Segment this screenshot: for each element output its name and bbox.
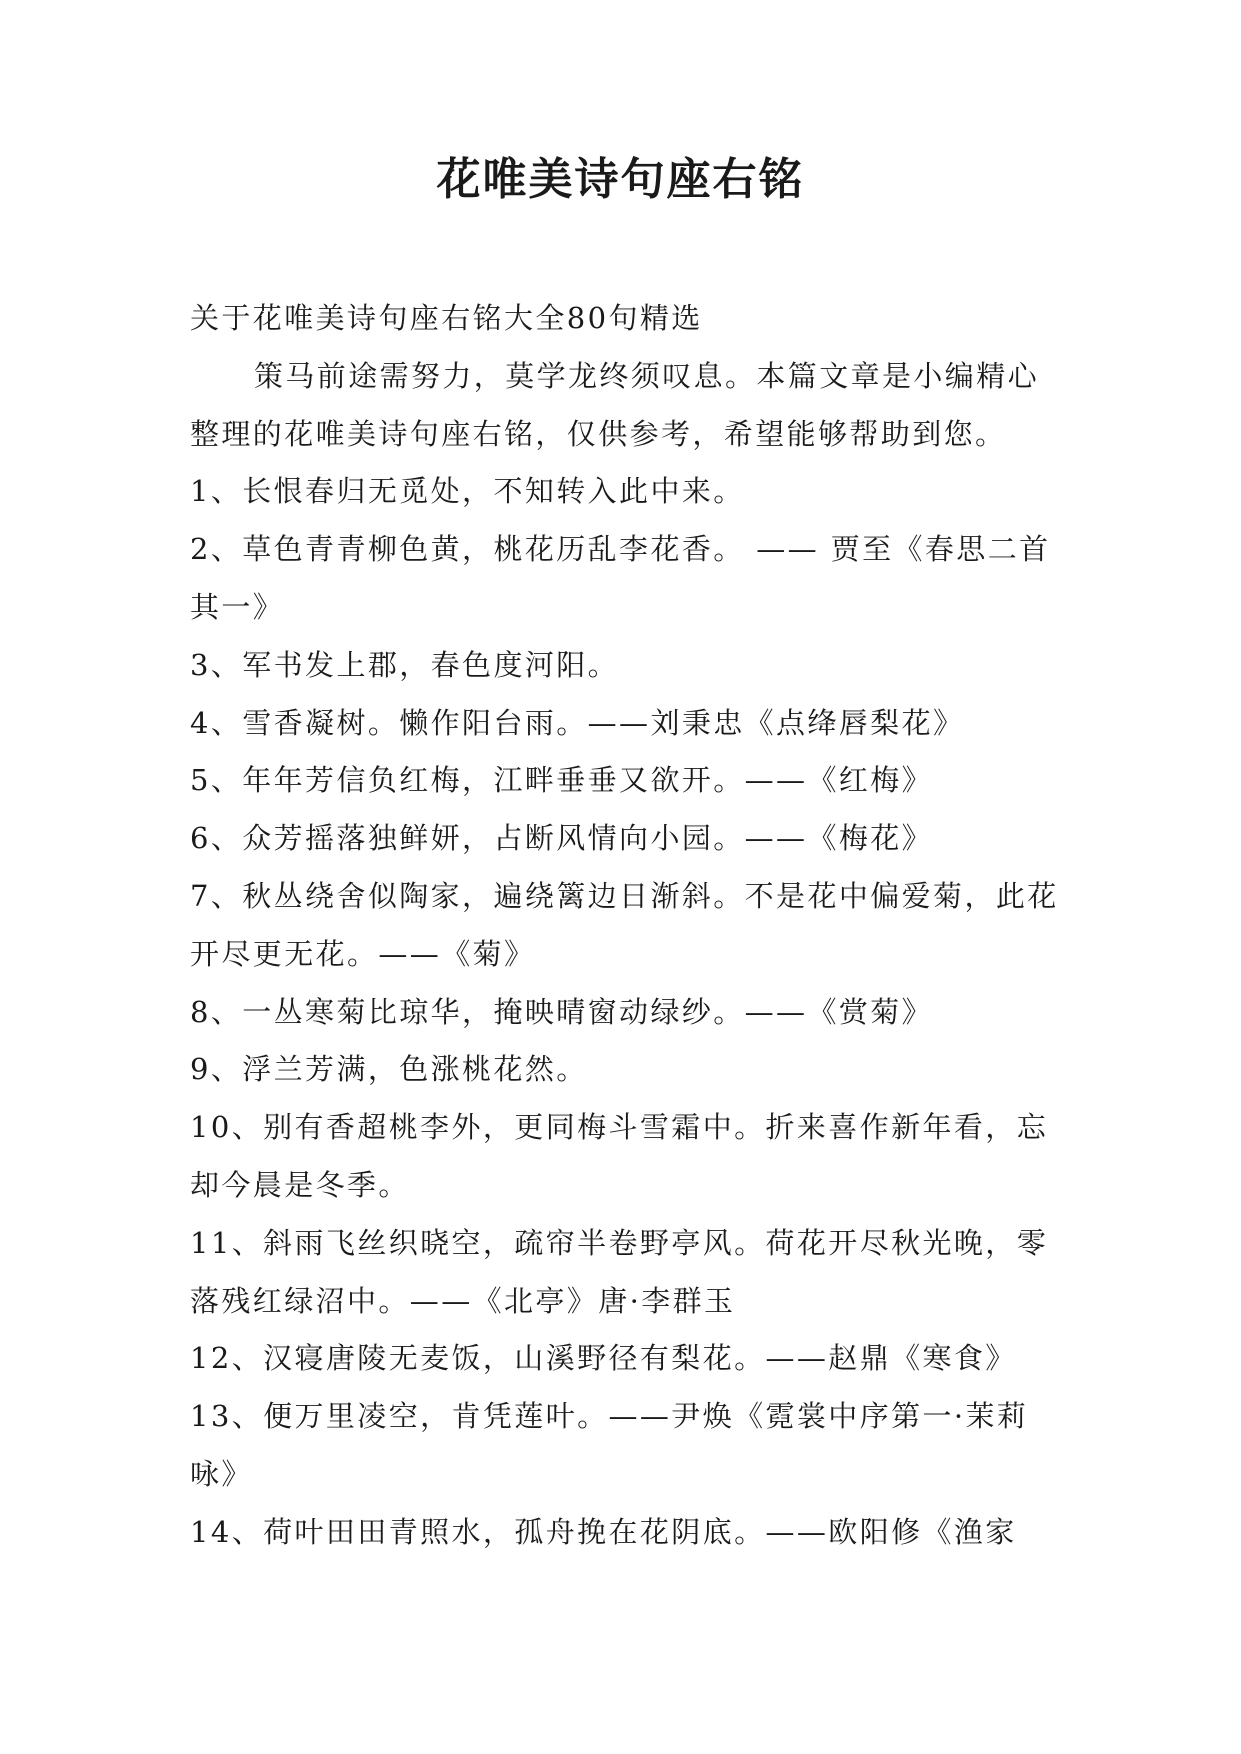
document-subtitle: 关于花唯美诗句座右铭大全80句精选 <box>190 301 703 335</box>
list-item: 9、浮兰芳满，色涨桃花然。 <box>190 1052 588 1087</box>
list-item: 10、别有香超桃李外，更同梅斗雪霜中。折来喜作新年看，忘却今晨是冬季。 <box>190 1110 1049 1202</box>
list-item: 5、年年芳信负红梅，江畔垂垂又欲开。——《红梅》 <box>190 763 934 798</box>
list-item: 11、斜雨飞丝织晓空，疏帘半卷野亭风。荷花开尽秋光晚，零落残红绿沼中。——《北亭》唐·李群玉 <box>190 1225 1049 1318</box>
list-item: 1、长恨春归无觅处，不知转入此中来。 <box>190 474 745 509</box>
list-item: 12、汉寝唐陵无麦饭，山溪野径有梨花。——赵鼎《寒食》 <box>190 1341 1017 1376</box>
list-item: 13、便万里凌空，肯凭莲叶。——尹焕《霓裳中序第一·茉莉咏》 <box>190 1399 1029 1491</box>
list-item: 3、军书发上郡，春色度河阳。 <box>190 647 620 682</box>
page-title: 花唯美诗句座右铭 <box>436 154 805 205</box>
list-item: 4、雪香凝树。懒作阳台雨。——刘秉忠《点绛唇梨花》 <box>190 705 965 740</box>
list-item: 6、众芳摇落独鲜妍，占断风情向小园。——《梅花》 <box>190 821 934 856</box>
document-body <box>190 290 1060 1562</box>
list-item: 8、一丛寒菊比琼华，掩映晴窗动绿纱。——《赏菊》 <box>190 994 934 1029</box>
list-item: 7、秋丛绕舍似陶家，遍绕篱边日渐斜。不是花中偏爱菊，此花开尽更无花。——《菊》 <box>190 878 1059 971</box>
list-item: 2、草色青青柳色黄，桃花历乱李花香。 —— 贾至《春思二首其一》 <box>190 532 1051 624</box>
intro-paragraph: 策马前途需努力，莫学龙终须叹息。本篇文章是小编精心整理的花唯美诗句座右铭，仅供参考，希望能够帮助到您。 <box>190 358 1040 451</box>
list-item: 14、荷叶田田青照水，孤舟挽在花阴底。——欧阳修《渔家 <box>190 1514 1017 1549</box>
